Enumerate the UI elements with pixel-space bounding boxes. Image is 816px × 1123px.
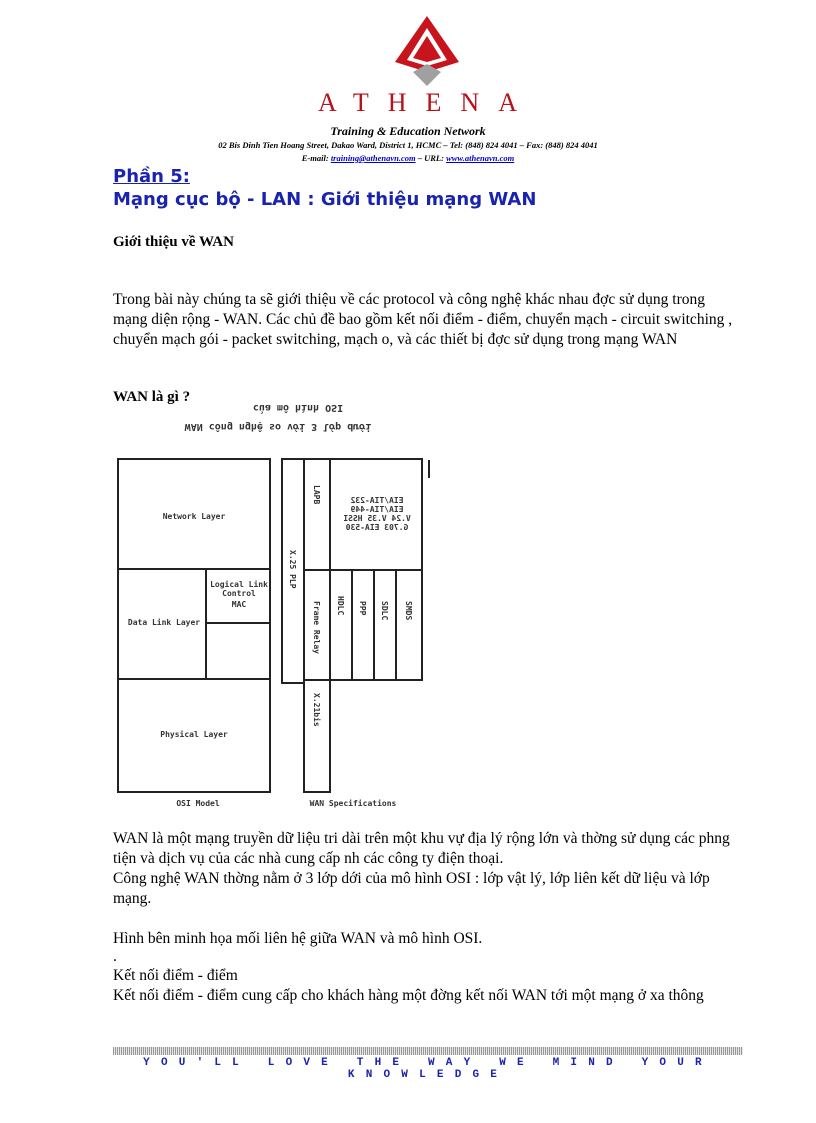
- wan-osi-layers-paragraph: Công nghệ WAN thờng nằm ở 3 lớp dới của mô hình OSI : lớp vật lý, lớp liên kết dữ liệu và lớp mạng.: [113, 870, 710, 907]
- wan-x25-block: [281, 458, 305, 684]
- hdlc-label: HDLC: [336, 596, 345, 616]
- osi-model-label: OSI Model: [176, 799, 220, 808]
- athena-logo-mark: [309, 14, 545, 88]
- ppp-label: PPP: [358, 601, 367, 616]
- wan-x21-block: [303, 679, 331, 793]
- email-link[interactable]: training@athenavn.com: [330, 153, 416, 163]
- wan-lapb-block: [303, 458, 331, 571]
- wan-definition-paragraph: WAN là một mạng truyền dữ liệu tri dài trên một khu vự địa lý rộng lớn và thờng sử dụng các phng tiện và dịch vụ của các nhà cung cấp nh các công ty điện thoại.: [113, 830, 730, 867]
- website-link[interactable]: www.athenavn.com: [446, 153, 515, 163]
- figure-caption-line2: của mô hình OSI: [252, 402, 344, 413]
- section-heading-what-is-wan: WAN là gì ?: [113, 389, 191, 405]
- wan-ppp-block: [351, 569, 375, 681]
- sdlc-label: SDLC: [380, 601, 389, 621]
- address-line: 02 Bis Dinh Tien Hoang Street, Dakao Ward, District 1, HCMC – Tel: (848) 824 4041 – Fax: (848) 824 4041: [218, 140, 598, 150]
- osi-llc: [205, 568, 271, 624]
- logo-wordmark: ATHENA: [318, 88, 536, 117]
- physical-specs-label: EIA/TIA-232 EIA/TIA-449 V.24 V.35 HSSI G.703 EIA-530: [343, 496, 411, 532]
- wan-physical-specs-block: [329, 458, 423, 571]
- wan-hdlc-block: [329, 569, 353, 681]
- footer-slogan: YOU'LL LOVE THE WAY WE MIND YOUR KNOWLEDGE: [143, 1057, 713, 1081]
- wan-smds-block: [395, 569, 423, 681]
- mac-label: MAC: [231, 600, 247, 609]
- x25-label: X.25 PLP: [288, 550, 297, 589]
- network-layer-label: Network Layer: [162, 512, 226, 521]
- footer-divider: [113, 1047, 743, 1055]
- figure-caption-line1: WAN công nghệ so với 3 lớp dưới: [184, 421, 372, 432]
- data-link-label: Data Link Layer: [127, 618, 201, 627]
- llc-label: Logical Link Control: [210, 580, 268, 598]
- lapb-label: LAPB: [312, 485, 321, 505]
- smds-label: SMDS: [404, 601, 413, 621]
- frame-relay-label: Frame Relay: [312, 601, 321, 654]
- x21-label: X.21bis: [312, 693, 321, 727]
- wan-osi-figure: [113, 385, 438, 815]
- physical-layer-label: Physical Layer: [160, 730, 228, 739]
- tagline: Training & Education Network: [330, 124, 486, 138]
- wan-frame-relay-block: [303, 569, 331, 681]
- contact-line: [0, 153, 816, 163]
- figure-tick: [428, 460, 430, 478]
- email-label: E-mail:: [301, 153, 329, 163]
- intro-paragraph: Trong bài này chúng ta sẽ giới thiệu về các protocol và công nghệ khác nhau đợc sử dụng trong mạng diện rộng - WAN. Các chủ đề bao gồm kết nối điểm - điểm, chuyển mạch - circuit switching , chuyển mạch gói - packet switching, mạch o, và các thiết bị đợc sử dụng trong mạng WAN: [113, 291, 733, 348]
- osi-data-link-layer: [117, 568, 207, 680]
- separator-dot: .: [113, 948, 117, 965]
- section-heading-intro: Giới thiệu về WAN: [113, 234, 234, 250]
- osi-network-layer: [117, 458, 271, 570]
- osi-mac: [205, 622, 271, 680]
- p2p-paragraph: Kết nối điểm - điểm cung cấp cho khách hàng một đờng kết nối WAN tới một mạng ở xa thông: [113, 987, 704, 1004]
- wan-spec-label: WAN Specifications: [309, 799, 397, 808]
- part-label: Phần 5:: [113, 166, 190, 187]
- url-label: – URL:: [417, 153, 444, 163]
- page-title: Mạng cục bộ - LAN : Giới thiệu mạng WAN: [113, 189, 537, 210]
- figure-reference-paragraph: Hình bên minh họa mối liên hệ giữa WAN và mô hình OSI.: [113, 930, 483, 947]
- p2p-heading: Kết nối điểm - điểm: [113, 967, 238, 984]
- wan-sdlc-block: [373, 569, 397, 681]
- osi-physical-layer: [117, 678, 271, 793]
